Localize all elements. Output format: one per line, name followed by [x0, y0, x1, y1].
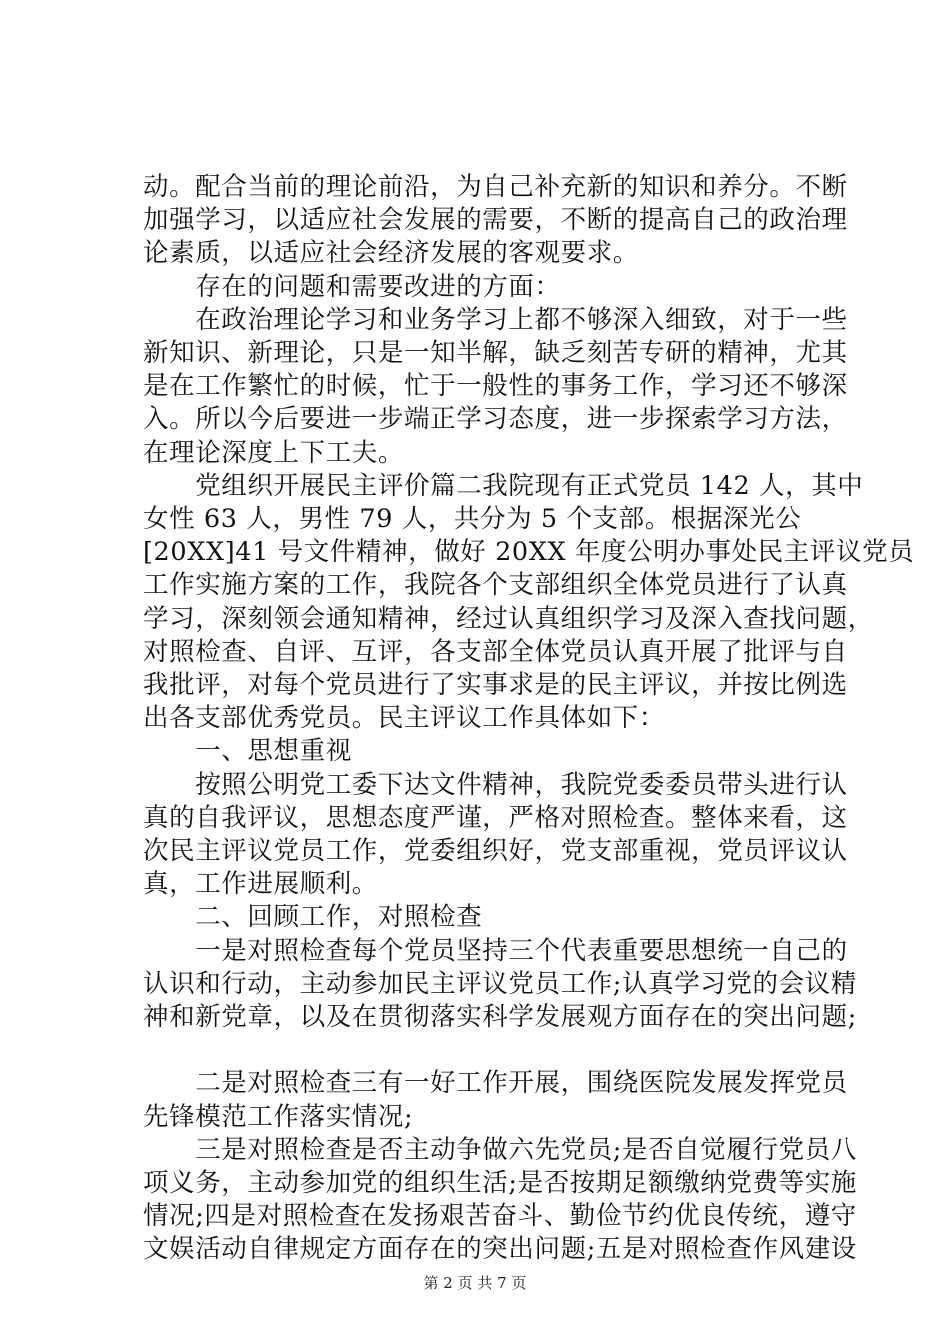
text-line: 认识和行动，主动参加民主评议党员工作;认真学习党的会议精	[143, 968, 857, 999]
text-line: 真的自我评议，思想态度严谨，严格对照检查。整体来看，这	[143, 802, 848, 833]
page-footer: 第 2 页 共 7 页	[423, 1274, 527, 1292]
text-line: 二、回顾工作，对照检查	[143, 902, 483, 933]
text-line: 文娱活动自律规定方面存在的突出问题;五是对照检查作风建设	[143, 1234, 857, 1265]
text-line: 次民主评议党员工作，党委组织好，党支部重视，党员评议认	[143, 836, 848, 866]
text-line: 加强学习，以适应社会发展的需要，不断的提高自己的政治理	[143, 205, 848, 236]
text-line: 党组织开展民主评价篇二我院现有正式党员 142 人，其中	[143, 470, 864, 501]
text-line: 对照检查、自评、互评，各支部全体党员认真开展了批评与自	[143, 636, 848, 667]
text-line: 工作实施方案的工作，我院各个支部组织全体党员进行了认真	[143, 570, 848, 601]
text-line: 存在的问题和需要改进的方面：	[143, 271, 561, 302]
text-line: 项义务，主动参加党的组织生活;是否按期足额缴纳党费等实施	[143, 1168, 857, 1198]
text-line: 入。所以今后要进一步端正学习态度，进一步探索学习方法，	[143, 404, 848, 435]
text-line: 学习，深刻领会通知精神，经过认真组织学习及深入查找问题，	[143, 603, 874, 634]
text-line: 先锋模范工作落实情况;	[143, 1101, 414, 1132]
text-line: 按照公明党工委下达文件精神，我院党委委员带头进行认	[143, 769, 848, 800]
text-line: 论素质，以适应社会经济发展的客观要求。	[143, 238, 639, 269]
text-line: 动。配合当前的理论前沿，为自己补充新的知识和养分。不断	[143, 172, 848, 202]
text-line: 二是对照检查三有一好工作开展，围绕医院发展发挥党员	[143, 1068, 848, 1099]
text-line: 三是对照检查是否主动争做六先党员;是否自觉履行党员八	[143, 1134, 857, 1165]
text-line: 一是对照检查每个党员坚持三个代表重要思想统一自己的	[143, 935, 848, 966]
text-line: 一、思想重视	[143, 736, 352, 767]
text-line: 出各支部优秀党员。民主评议工作具体如下：	[143, 703, 666, 734]
text-line: 女性 63 人，男性 79 人，共分为 5 个支部。根据深光公	[143, 504, 802, 534]
text-line: 神和新党章，以及在贯彻落实科学发展观方面存在的突出问题;	[143, 1002, 857, 1032]
text-line: 新知识、新理论，只是一知半解，缺乏刻苦专研的精神，尤其	[143, 338, 848, 368]
text-line: 我批评，对每个党员进行了实事求是的民主评议，并按比例选	[143, 670, 848, 700]
text-line: 在政治理论学习和业务学习上都不够深入细致，对于一些	[143, 304, 848, 335]
text-line: 真，工作进展顺利。	[143, 869, 378, 900]
text-line: 情况;四是对照检查在发扬艰苦奋斗、勤俭节约优良传统，遵守	[143, 1201, 857, 1232]
text-line: 是在工作繁忙的时候，忙于一般性的事务工作，学习还不够深	[143, 371, 848, 402]
text-line: 在理论深度上下工夫。	[143, 437, 405, 468]
text-line: [20XX]41 号文件精神，做好 20XX 年度公明办事处民主评议党员	[143, 537, 915, 568]
